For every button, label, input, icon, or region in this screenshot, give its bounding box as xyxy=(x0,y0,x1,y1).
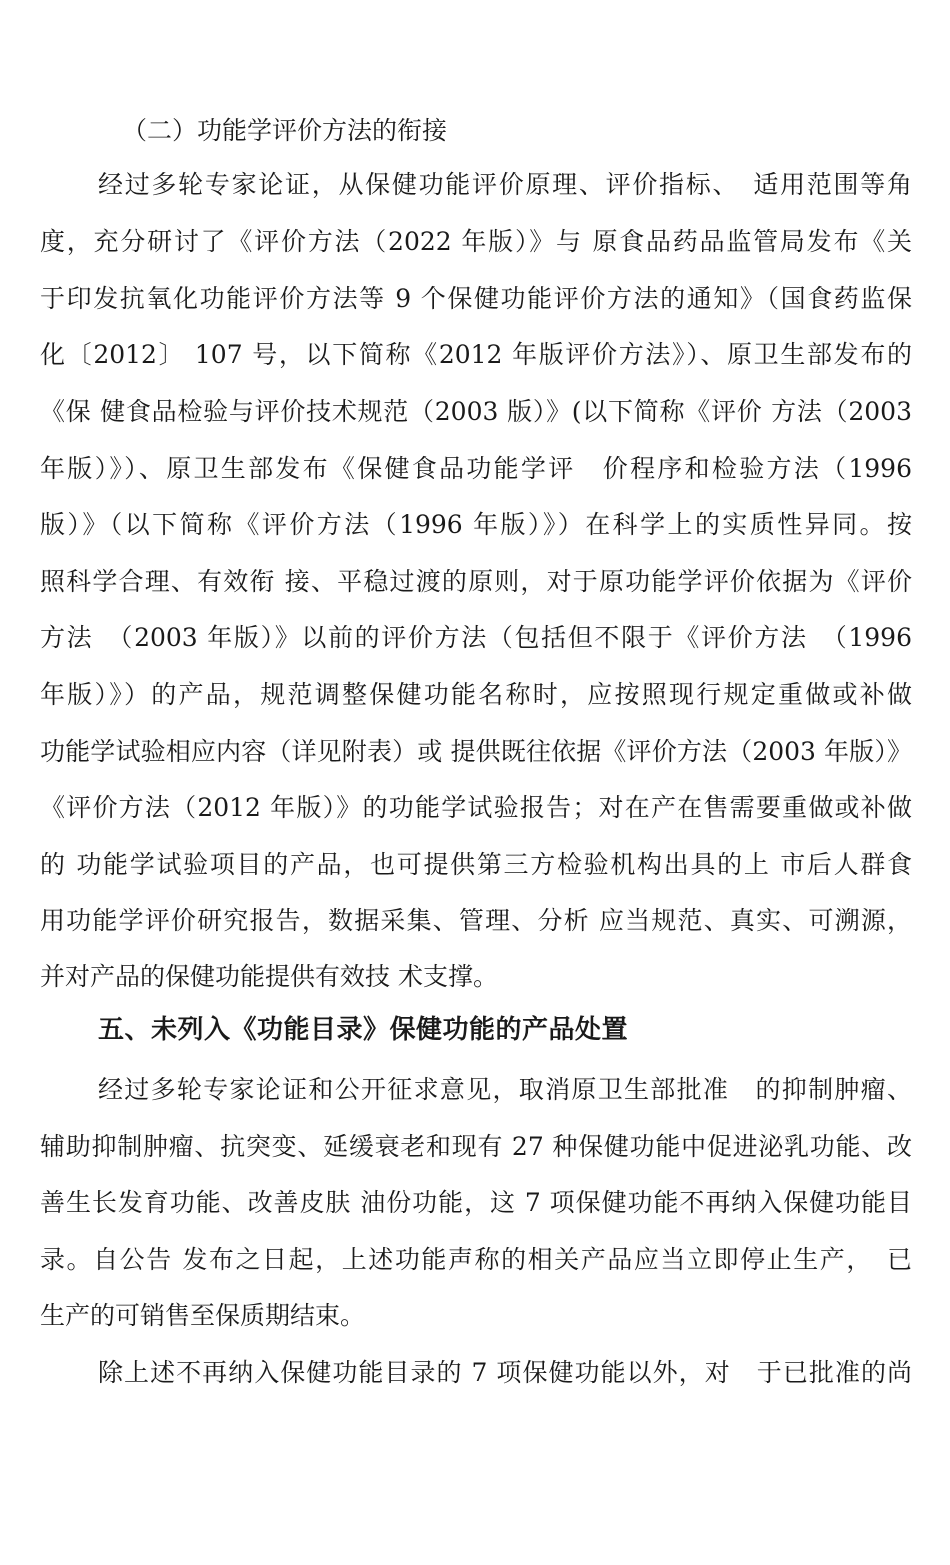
paragraph-line: 的 功能学试验项目的产品，也可提供第三方检验机构出具的上 市后人群食 xyxy=(40,850,912,879)
paragraph-line: 版）》（以下简称《评价方法（1996 年版）》）在科学上的实质性异同。按 xyxy=(40,510,912,539)
paragraph-line: 经过多轮专家论证，从保健功能评价原理、评价指标、 适用范围等角 xyxy=(98,170,912,199)
paragraph-line: 方法 （2003 年版）》以前的评价方法（包括但不限于《评价方法 （1996 xyxy=(40,623,912,652)
paragraph-line: 辅助抑制肿瘤、抗突变、延缓衰老和现有 27 种保健功能中促进泌乳功能、改 xyxy=(40,1132,912,1161)
paragraph-line: 经过多轮专家论证和公开征求意见，取消原卫生部批准 的抑制肿瘤、 xyxy=(98,1075,912,1104)
paragraph-line: 用功能学评价研究报告，数据采集、管理、分析 应当规范、真实、可溯源， xyxy=(40,906,912,935)
section-heading: 五、未列入《功能目录》保健功能的产品处置 xyxy=(98,1015,629,1045)
paragraph-line: 化〔2012〕 107 号，以下简称《2012 年版评价方法》）、原卫生部发布的 xyxy=(40,340,912,369)
paragraph-line: 录。自公告 发布之日起，上述功能声称的相关产品应当立即停止生产， 已 xyxy=(40,1245,912,1274)
paragraph-line: 《评价方法（2012 年版）》的功能学试验报告；对在产在售需要重做或补做 xyxy=(40,793,912,822)
paragraph-line: 照科学合理、有效衔 接、平稳过渡的原则，对于原功能学评价依据为《评价 xyxy=(40,567,912,596)
subsection-heading: （二）功能学评价方法的衔接 xyxy=(122,116,448,145)
paragraph-line: 善生长发育功能、改善皮肤 油份功能，这 7 项保健功能不再纳入保健功能目 xyxy=(40,1188,912,1217)
paragraph-line: 生产的可销售至保质期结束。 xyxy=(40,1301,366,1330)
paragraph-line: 功能学试验相应内容（详见附表）或 提供既往依据《评价方法（2003 年版）》 xyxy=(40,737,912,766)
paragraph-line: 于印发抗氧化功能评价方法等 9 个保健功能评价方法的通知》（国食药监保 xyxy=(40,284,912,313)
paragraph-line: 并对产品的保健功能提供有效技 术支撑。 xyxy=(40,962,498,991)
paragraph-line: 度，充分研讨了《评价方法（2022 年版）》与 原食品药品监管局发布《关 xyxy=(40,227,912,256)
paragraph-line: 年版）》）、原卫生部发布《保健食品功能学评 价程序和检验方法（1996 xyxy=(40,454,912,483)
paragraph-line: 除上述不再纳入保健功能目录的 7 项保健功能以外，对 于已批准的尚 xyxy=(98,1358,912,1387)
paragraph-line: 年版）》）的产品，规范调整保健功能名称时，应按照现行规定重做或补做 xyxy=(40,680,912,709)
paragraph-line: 《保 健食品检验与评价技术规范（2003 版）》(以下简称《评价 方法（2003 xyxy=(40,397,912,426)
